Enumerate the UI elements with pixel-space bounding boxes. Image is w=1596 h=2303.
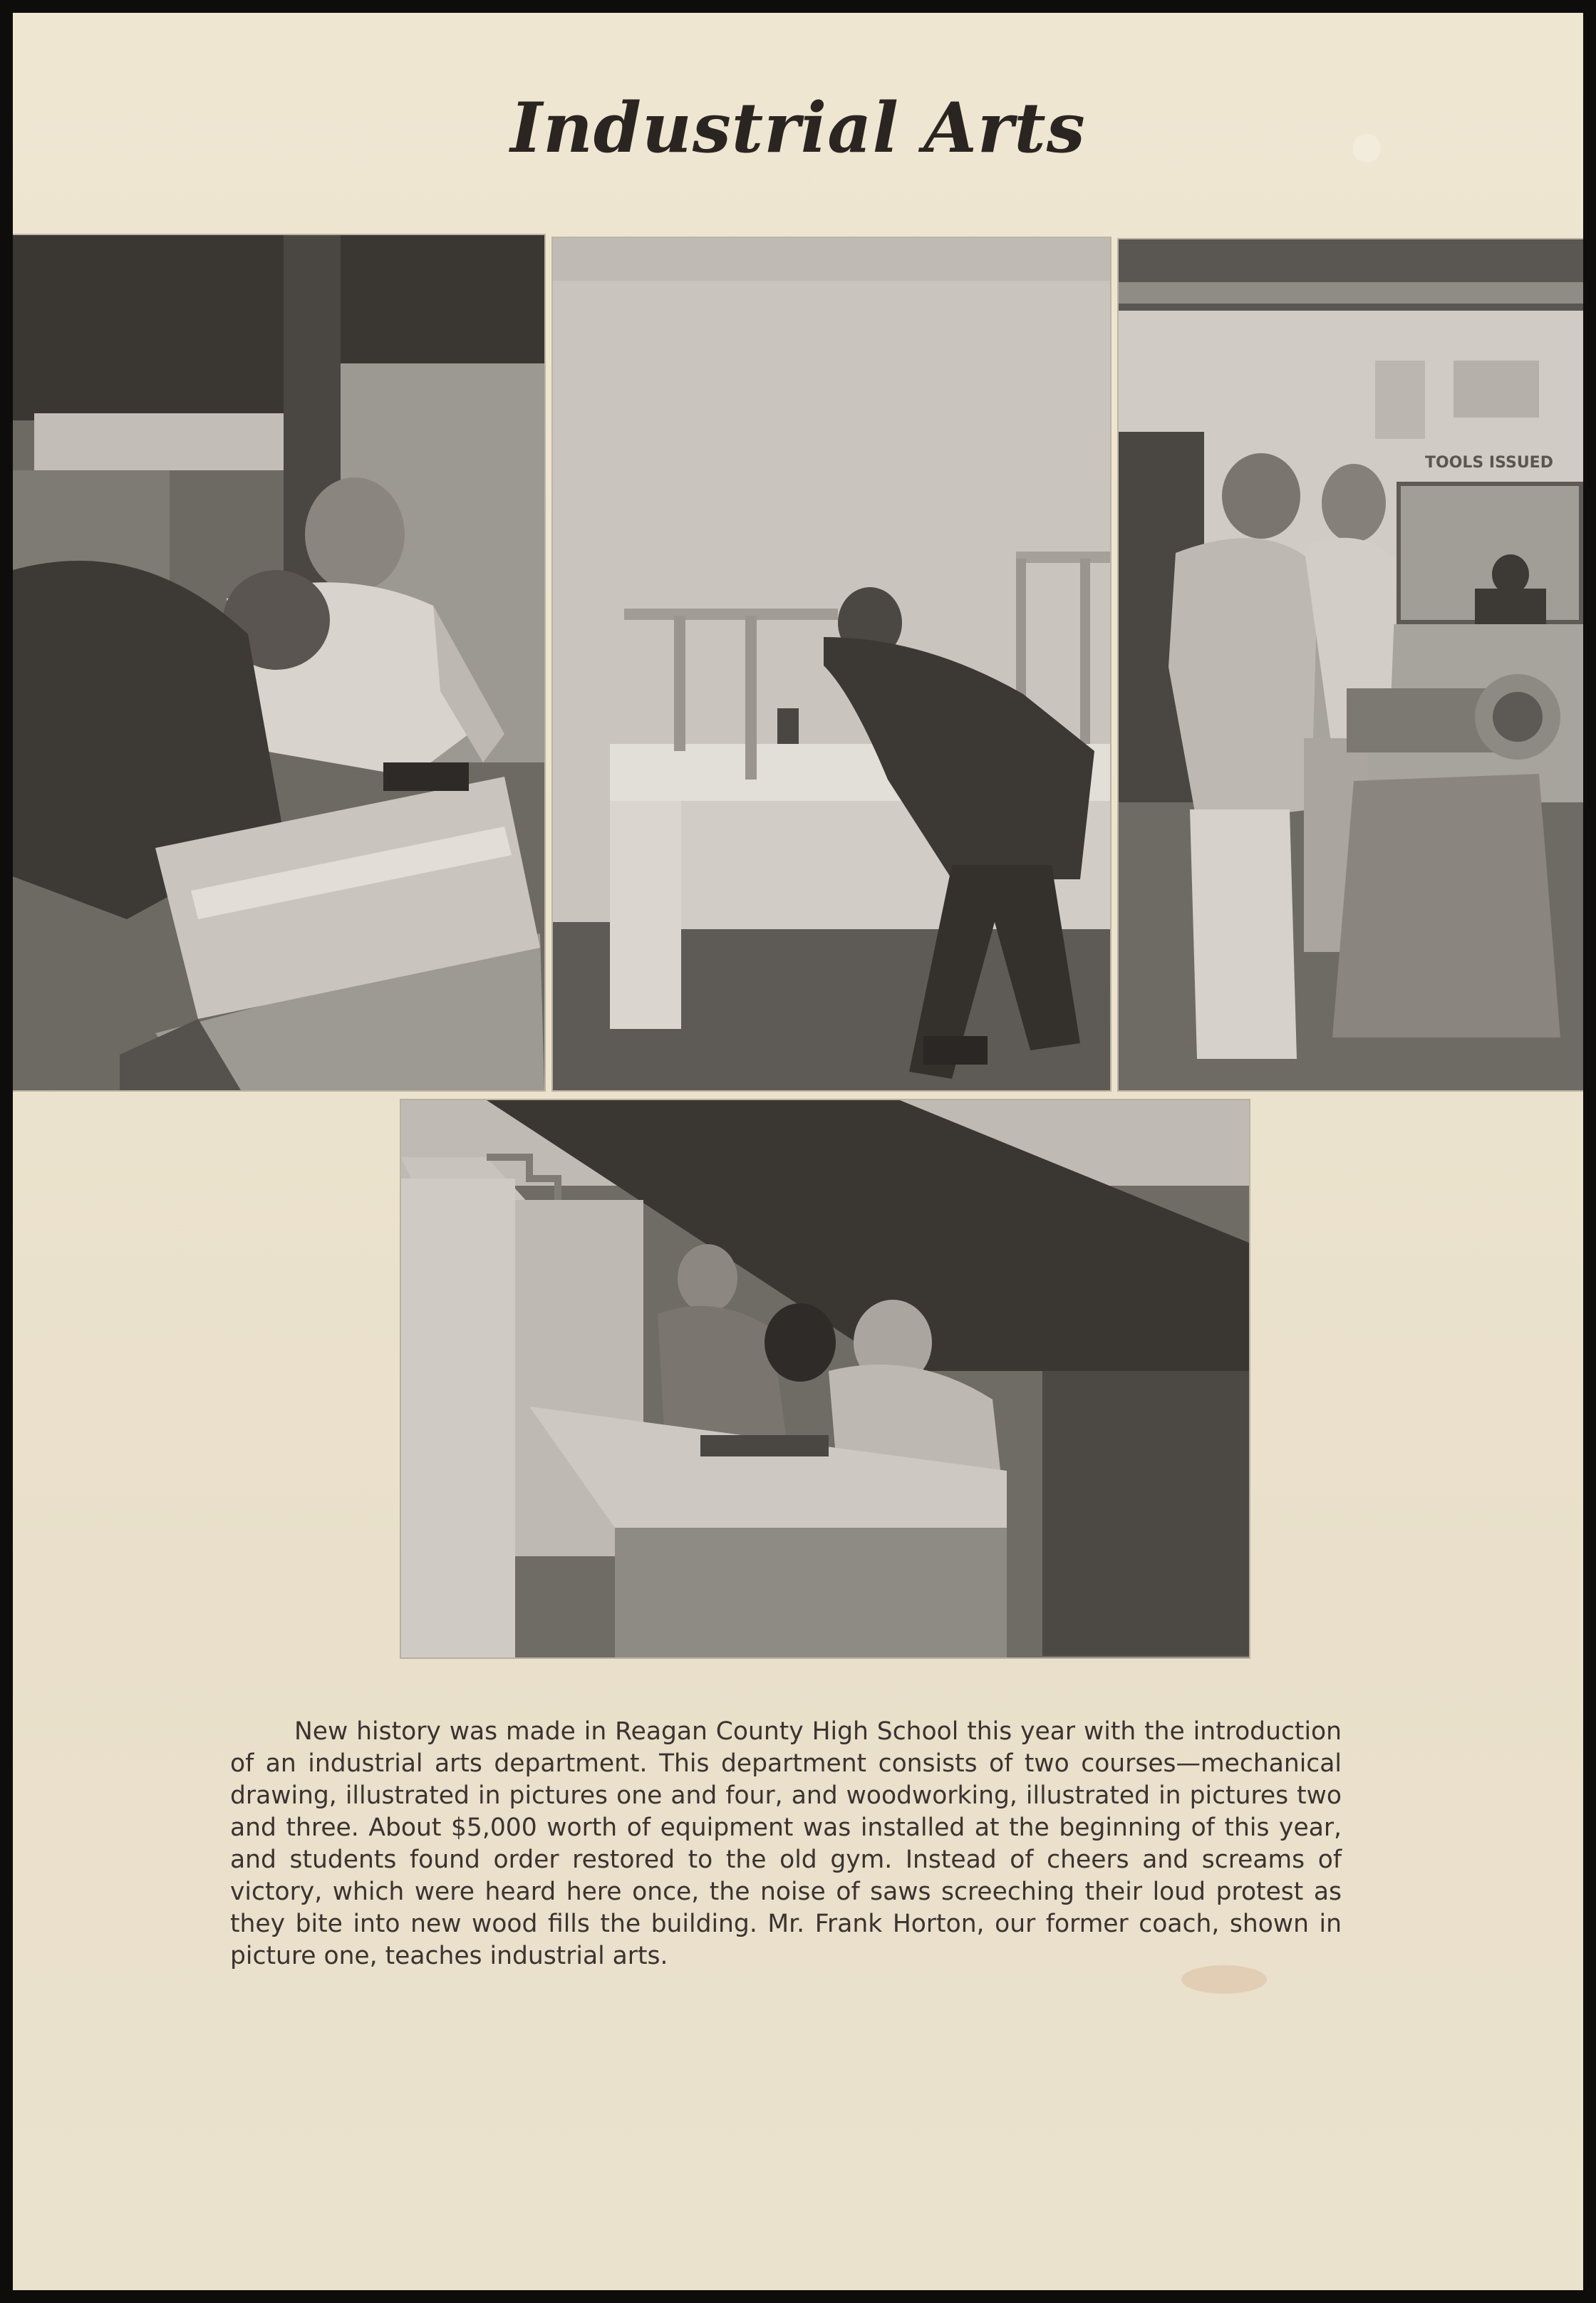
caption-text: New history was made in Reagan County High School this year with the introduction of an industrial arts department. This department consists of two courses—mechanical drawing, illustrated in pictures one and four, and woodworking, illustrated in pictures two and three. About $5,000 worth of equipment was installed at the beginning of this year, and students found order restored to the old gym. Instead of cheers and screams of victory, which were heard here once, the noise of saws screeching their loud protest as they bite into new wood fills the building. Mr. Frank Horton, our former coach, shown in picture one, teaches industrial arts. xyxy=(230,1717,1342,1970)
photo-woodworking-bench xyxy=(553,238,1110,1090)
page-title: Industrial Arts xyxy=(510,88,1086,168)
tools-issued-sign: TOOLS ISSUED xyxy=(1425,454,1553,472)
photo-woodworking-machine xyxy=(1119,239,1583,1090)
photo-students-drawing xyxy=(401,1100,1249,1657)
photo-mechanical-drawing xyxy=(13,235,544,1090)
yearbook-page xyxy=(13,13,1583,2290)
